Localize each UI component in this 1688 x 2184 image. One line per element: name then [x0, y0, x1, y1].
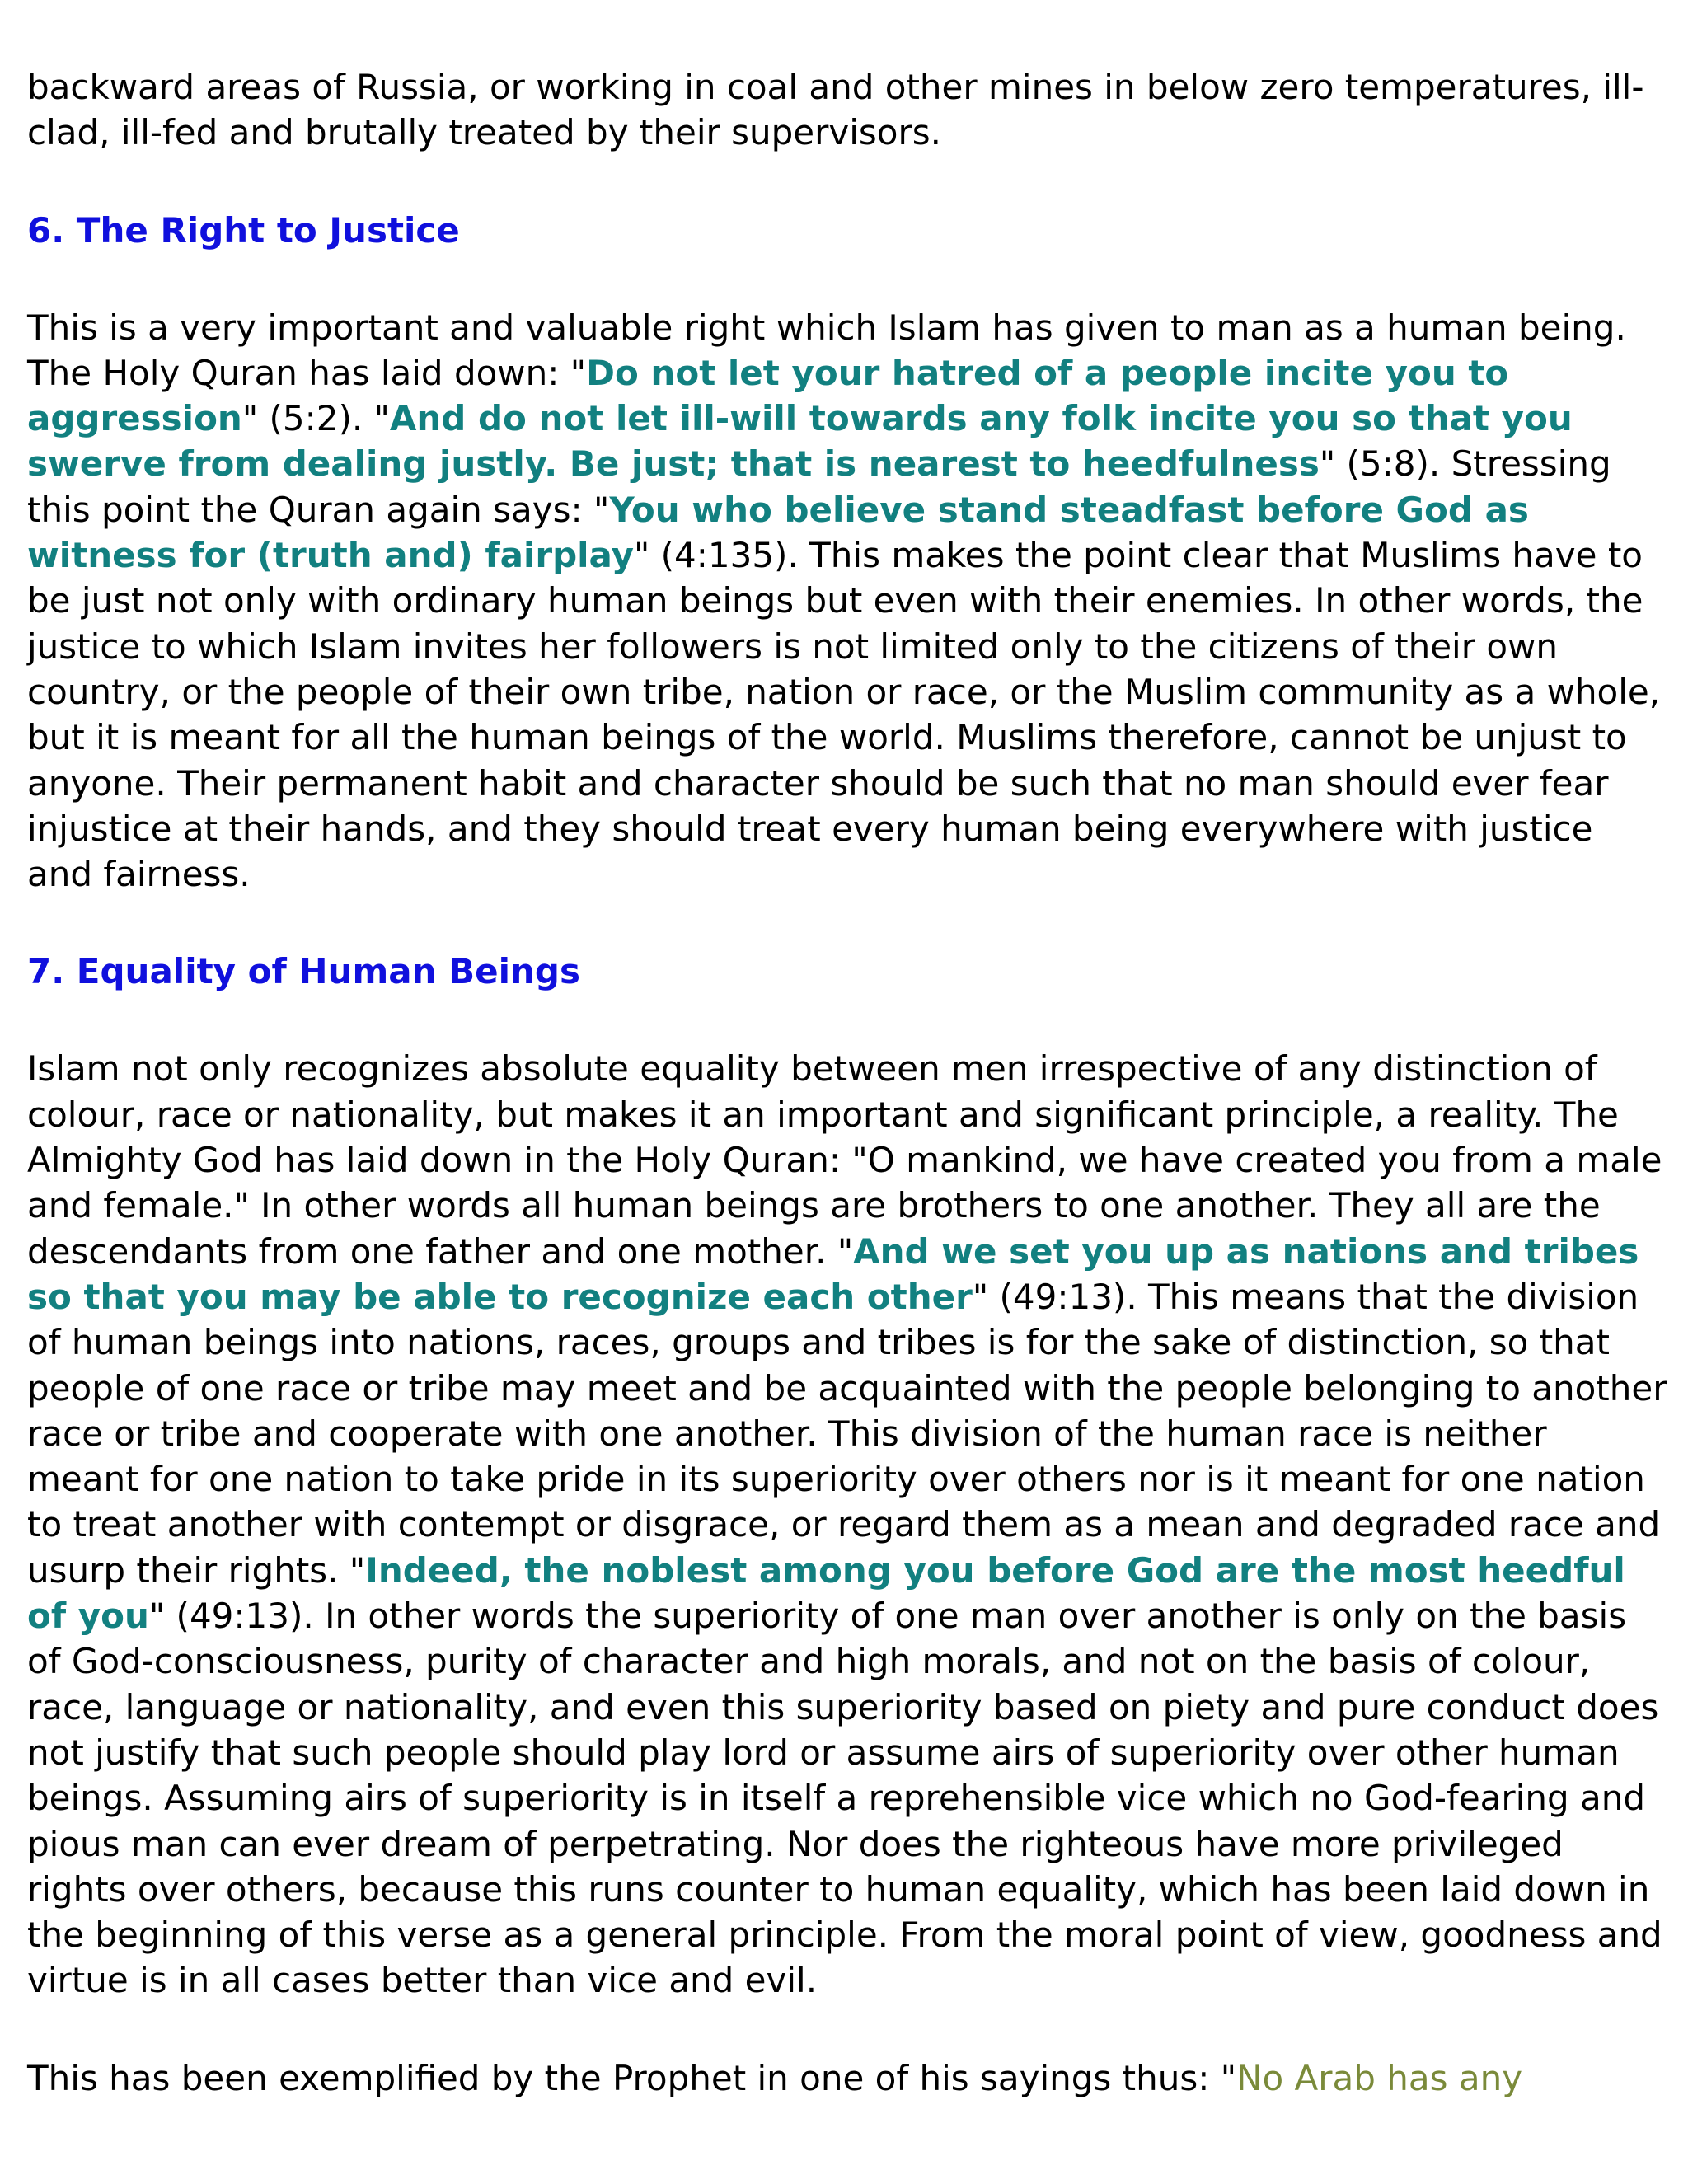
section-6-paragraph	[27, 305, 1667, 898]
document-body	[27, 64, 1667, 2101]
section-7-paragraph-2	[27, 2055, 1667, 2101]
quran-quote: Indeed, the noblest among you before God are the most heedful of you	[27, 1549, 1625, 1637]
quran-quote: You who believe stand steadfast before God as witness for (truth and) fairplay	[27, 489, 1529, 576]
quran-quote: Do not let your hatred of a people incite you to aggression	[27, 352, 1509, 439]
quran-quote: And we set you up as nations and tribes so that you may be able to recognize each other	[27, 1230, 1639, 1317]
body-text: " (49:13). This means that the division of human beings into nations, races, groups and tribes is for the sake of distinction, so that people of one race or tribe may meet and be acquainted with the people belonging to another race or tribe and cooperate with one another. This division of the human race is neither meant for one nation to take pride in its superiority over others nor is it meant for one nation to treat another with contempt or disgrace, or regard them as a mean and degraded race and usurp their rights. "	[27, 1276, 1667, 1591]
section-6-heading: 6. The Right to Justice	[27, 209, 460, 251]
body-text: " (5:8). Stressing this point the Quran again says: "	[27, 443, 1611, 530]
section-7-paragraph	[27, 1046, 1667, 2003]
hadith-quote: No Arab has any	[1236, 2057, 1523, 2098]
intro-paragraph: backward areas of Russia, or working in coal and other mines in below zero temperatures, ill-clad, ill-fed and brutally treated by their supervisors.	[27, 67, 1644, 153]
body-text: " (5:2). "	[241, 398, 390, 439]
quran-quote: And do not let ill-will towards any folk incite you so that you swerve from dealing justly. Be just; that is nearest to heedfulness	[27, 398, 1573, 485]
body-text: Islam not only recognizes absolute equality between men irrespective of any distinction of colour, race or nationality, but makes it an important and significant principle, a reality. The Almighty God has laid down in the Holy Quran: "O mankind, we have created you from a male and female." In other words all human beings are brothers to one another. They all are the descendants from one father and one mother. "	[27, 1048, 1662, 1272]
section-7-heading: 7. Equality of Human Beings	[27, 951, 580, 992]
body-text: " (4:135). This makes the point clear that Muslims have to be just not only with ordinary human beings but even with their enemies. In other words, the justice to which Islam invites her followers is not limited only to the citizens of their own country, or the people of their own tribe, nation or race, or the Muslim community as a whole, but it is meant for all the human beings of the world. Muslims therefore, cannot be unjust to anyone. Their permanent habit and character should be such that no man should ever fear injustice at their hands, and they should treat every human being everywhere with justice and fairness.	[27, 535, 1661, 895]
body-text: " (49:13). In other words the superiority of one man over another is only on the basis of God-consciousness, purity of character and high morals, and not on the basis of colour, race, language or nationality, and even this superiority based on piety and pure conduct does not justify that such people should play lord or assume airs of superiority over other human beings. Assuming airs of superiority is in itself a reprehensible vice which no God-fearing and pious man can ever dream of perpetrating. Nor does the righteous have more privileged rights over others, because this runs counter to human equality, which has been laid down in the beginning of this verse as a general principle. From the moral point of view, goodness and virtue is in all cases better than vice and evil.	[27, 1596, 1662, 2001]
body-text: This has been exemplified by the Prophet in one of his sayings thus: "	[27, 2057, 1237, 2098]
body-text: This is a very important and valuable right which Islam has given to man as a human being. The Holy Quran has laid down: "	[27, 307, 1626, 393]
